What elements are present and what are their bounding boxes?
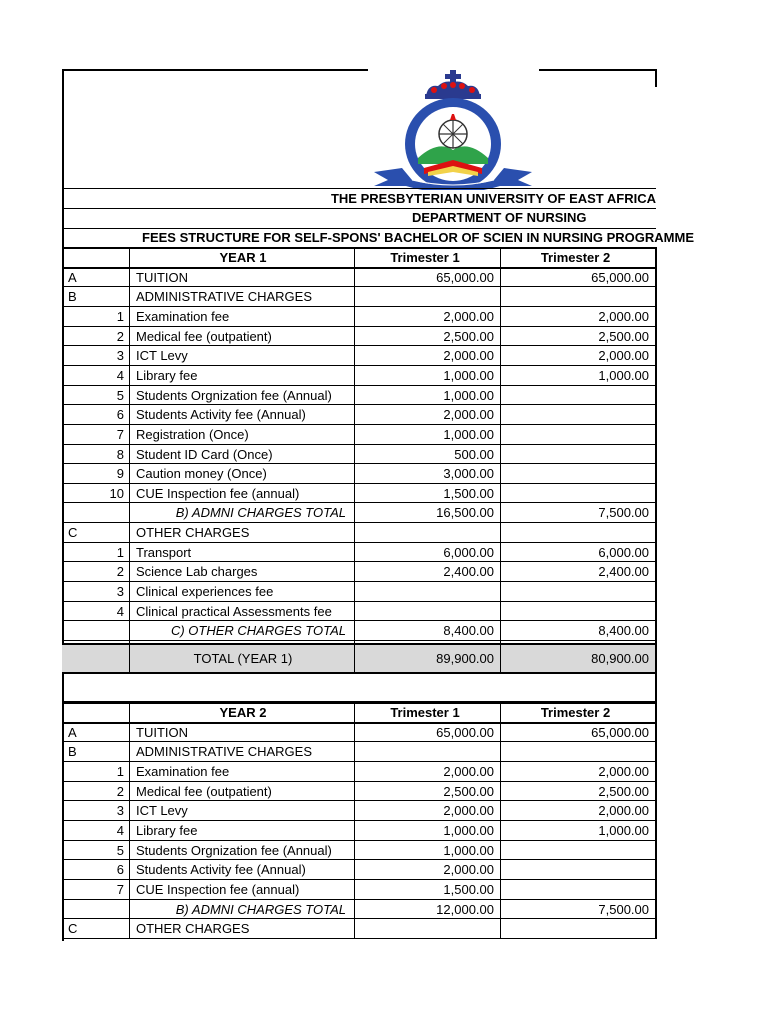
fee-label: OTHER CHARGES [136,921,250,937]
crown-icon [425,70,481,99]
trimester1-amount: 3,000.00 [443,466,494,482]
fee-label: ADMINISTRATIVE CHARGES [136,744,313,760]
trimester1-amount: 16,500.00 [436,505,494,521]
fee-label: Examination fee [136,308,230,324]
row-number: 7 [116,881,124,897]
trimester2-amount: 2,000.00 [598,803,649,819]
total-trimester1: 89,900.00 [436,651,494,666]
trimester1-amount: 2,500.00 [443,783,494,799]
section-letter: A [68,724,77,740]
trimester1-amount: 65,000.00 [436,269,494,285]
row-number: 7 [116,426,124,442]
row-number: 3 [116,348,124,364]
row-number: 4 [116,367,124,383]
fee-label: Medical fee (outpatient) [136,783,272,799]
row-number: 1 [116,544,124,560]
section-letter: C [68,525,78,541]
trimester2-amount: 65,000.00 [591,724,649,740]
fee-label: Transport [136,544,192,560]
row-number: 5 [116,387,124,403]
trimester1-amount: 2,000.00 [443,407,494,423]
trimester2-amount: 8,400.00 [598,623,649,639]
fee-label: Students Orgnization fee (Annual) [136,842,332,858]
row-number: 2 [116,783,124,799]
trimester1-amount: 2,000.00 [443,862,494,878]
trimester2-amount: 2,000.00 [598,763,649,779]
trimester1-amount: 1,000.00 [443,822,494,838]
section-letter: B [68,744,77,760]
trimester1-amount: 1,000.00 [443,426,494,442]
row-number: 8 [116,446,124,462]
trimester1-amount: 1,500.00 [443,881,494,897]
fee-label: Science Lab charges [136,564,258,580]
trimester1-amount: 1,500.00 [443,485,494,501]
trimester1-amount: 2,000.00 [443,803,494,819]
trimester2-amount: 2,400.00 [598,564,649,580]
fee-label: Students Activity fee (Annual) [136,407,306,423]
row-number: 3 [116,803,124,819]
fee-label: Examination fee [136,763,230,779]
fee-label: Clinical experiences fee [136,584,274,600]
fee-label: CUE Inspection fee (annual) [136,881,300,897]
fee-label: Medical fee (outpatient) [136,328,272,344]
fee-label: ADMINISTRATIVE CHARGES [136,289,313,305]
row-number: 4 [116,822,124,838]
section-letter: A [68,269,77,285]
row-number: 2 [116,564,124,580]
year2-col-trimester1: Trimester 1 [390,705,460,720]
trimester1-amount: 8,400.00 [443,623,494,639]
section-letter: B [68,289,77,305]
fee-label: TUITION [136,724,188,740]
row-number: 1 [116,308,124,324]
university-crest-logo [368,68,538,190]
fee-label: CUE Inspection fee (annual) [136,485,300,501]
university-name: THE PRESBYTERIAN UNIVERSITY OF EAST AFRICA [330,191,656,206]
subtotal-label: B) ADMNI CHARGES TOTAL [175,901,346,917]
fee-label: TUITION [136,269,188,285]
fee-label: Student ID Card (Once) [136,446,273,462]
trimester1-amount: 2,000.00 [443,348,494,364]
trimester1-amount: 2,000.00 [443,763,494,779]
fee-label: Library fee [136,822,198,838]
department-name: DEPARTMENT OF NURSING [412,210,587,225]
year1-col-trimester1: Trimester 1 [390,250,460,265]
total-trimester2: 80,900.00 [591,651,649,666]
row-number: 4 [116,603,124,619]
trimester1-amount: 2,000.00 [443,308,494,324]
fee-label: OTHER CHARGES [136,525,250,541]
trimester1-amount: 6,000.00 [443,544,494,560]
row-number: 10 [109,485,124,501]
fee-label: Students Activity fee (Annual) [136,862,306,878]
fee-label: Registration (Once) [136,426,249,442]
trimester2-amount: 2,500.00 [598,328,649,344]
row-number: 6 [116,862,124,878]
trimester1-amount: 1,000.00 [443,367,494,383]
row-number: 2 [116,328,124,344]
trimester2-amount: 2,500.00 [598,783,649,799]
trimester1-amount: 65,000.00 [436,724,494,740]
fee-label: ICT Levy [136,348,188,364]
year1-heading: YEAR 1 [219,250,267,265]
fee-label: Students Orgnization fee (Annual) [136,387,332,403]
trimester2-amount: 7,500.00 [598,505,649,521]
row-number: 5 [116,842,124,858]
subtotal-label: B) ADMNI CHARGES TOTAL [175,505,346,521]
year1-col-trimester2: Trimester 2 [540,250,611,265]
section-letter: C [68,921,78,937]
document-title: FEES STRUCTURE FOR SELF-SPONS' BACHELOR OF SCIEN IN NURSING PROGRAMME [142,230,695,245]
fee-label: Library fee [136,367,198,383]
fee-label: ICT Levy [136,803,188,819]
trimester1-amount: 1,000.00 [443,842,494,858]
fee-label: Clinical practical Assessments fee [136,603,332,619]
trimester2-amount: 1,000.00 [598,367,649,383]
trimester2-amount: 2,000.00 [598,308,649,324]
trimester2-amount: 6,000.00 [598,544,649,560]
trimester2-amount: 7,500.00 [598,901,649,917]
row-number: 9 [116,466,124,482]
year2-heading: YEAR 2 [219,705,267,720]
row-number: 1 [116,763,124,779]
trimester1-amount: 2,400.00 [443,564,494,580]
trimester2-amount: 65,000.00 [591,269,649,285]
trimester2-amount: 2,000.00 [598,348,649,364]
trimester1-amount: 1,000.00 [443,387,494,403]
row-number: 3 [116,584,124,600]
trimester1-amount: 500.00 [454,446,494,462]
row-number: 6 [116,407,124,423]
trimester1-amount: 12,000.00 [436,901,494,917]
fee-label: Caution money (Once) [136,466,267,482]
total-label: TOTAL (YEAR 1) [193,651,293,666]
trimester1-amount: 2,500.00 [443,328,494,344]
subtotal-label: C) OTHER CHARGES TOTAL [170,623,346,639]
trimester2-amount: 1,000.00 [598,822,649,838]
year2-col-trimester2: Trimester 2 [540,705,611,720]
